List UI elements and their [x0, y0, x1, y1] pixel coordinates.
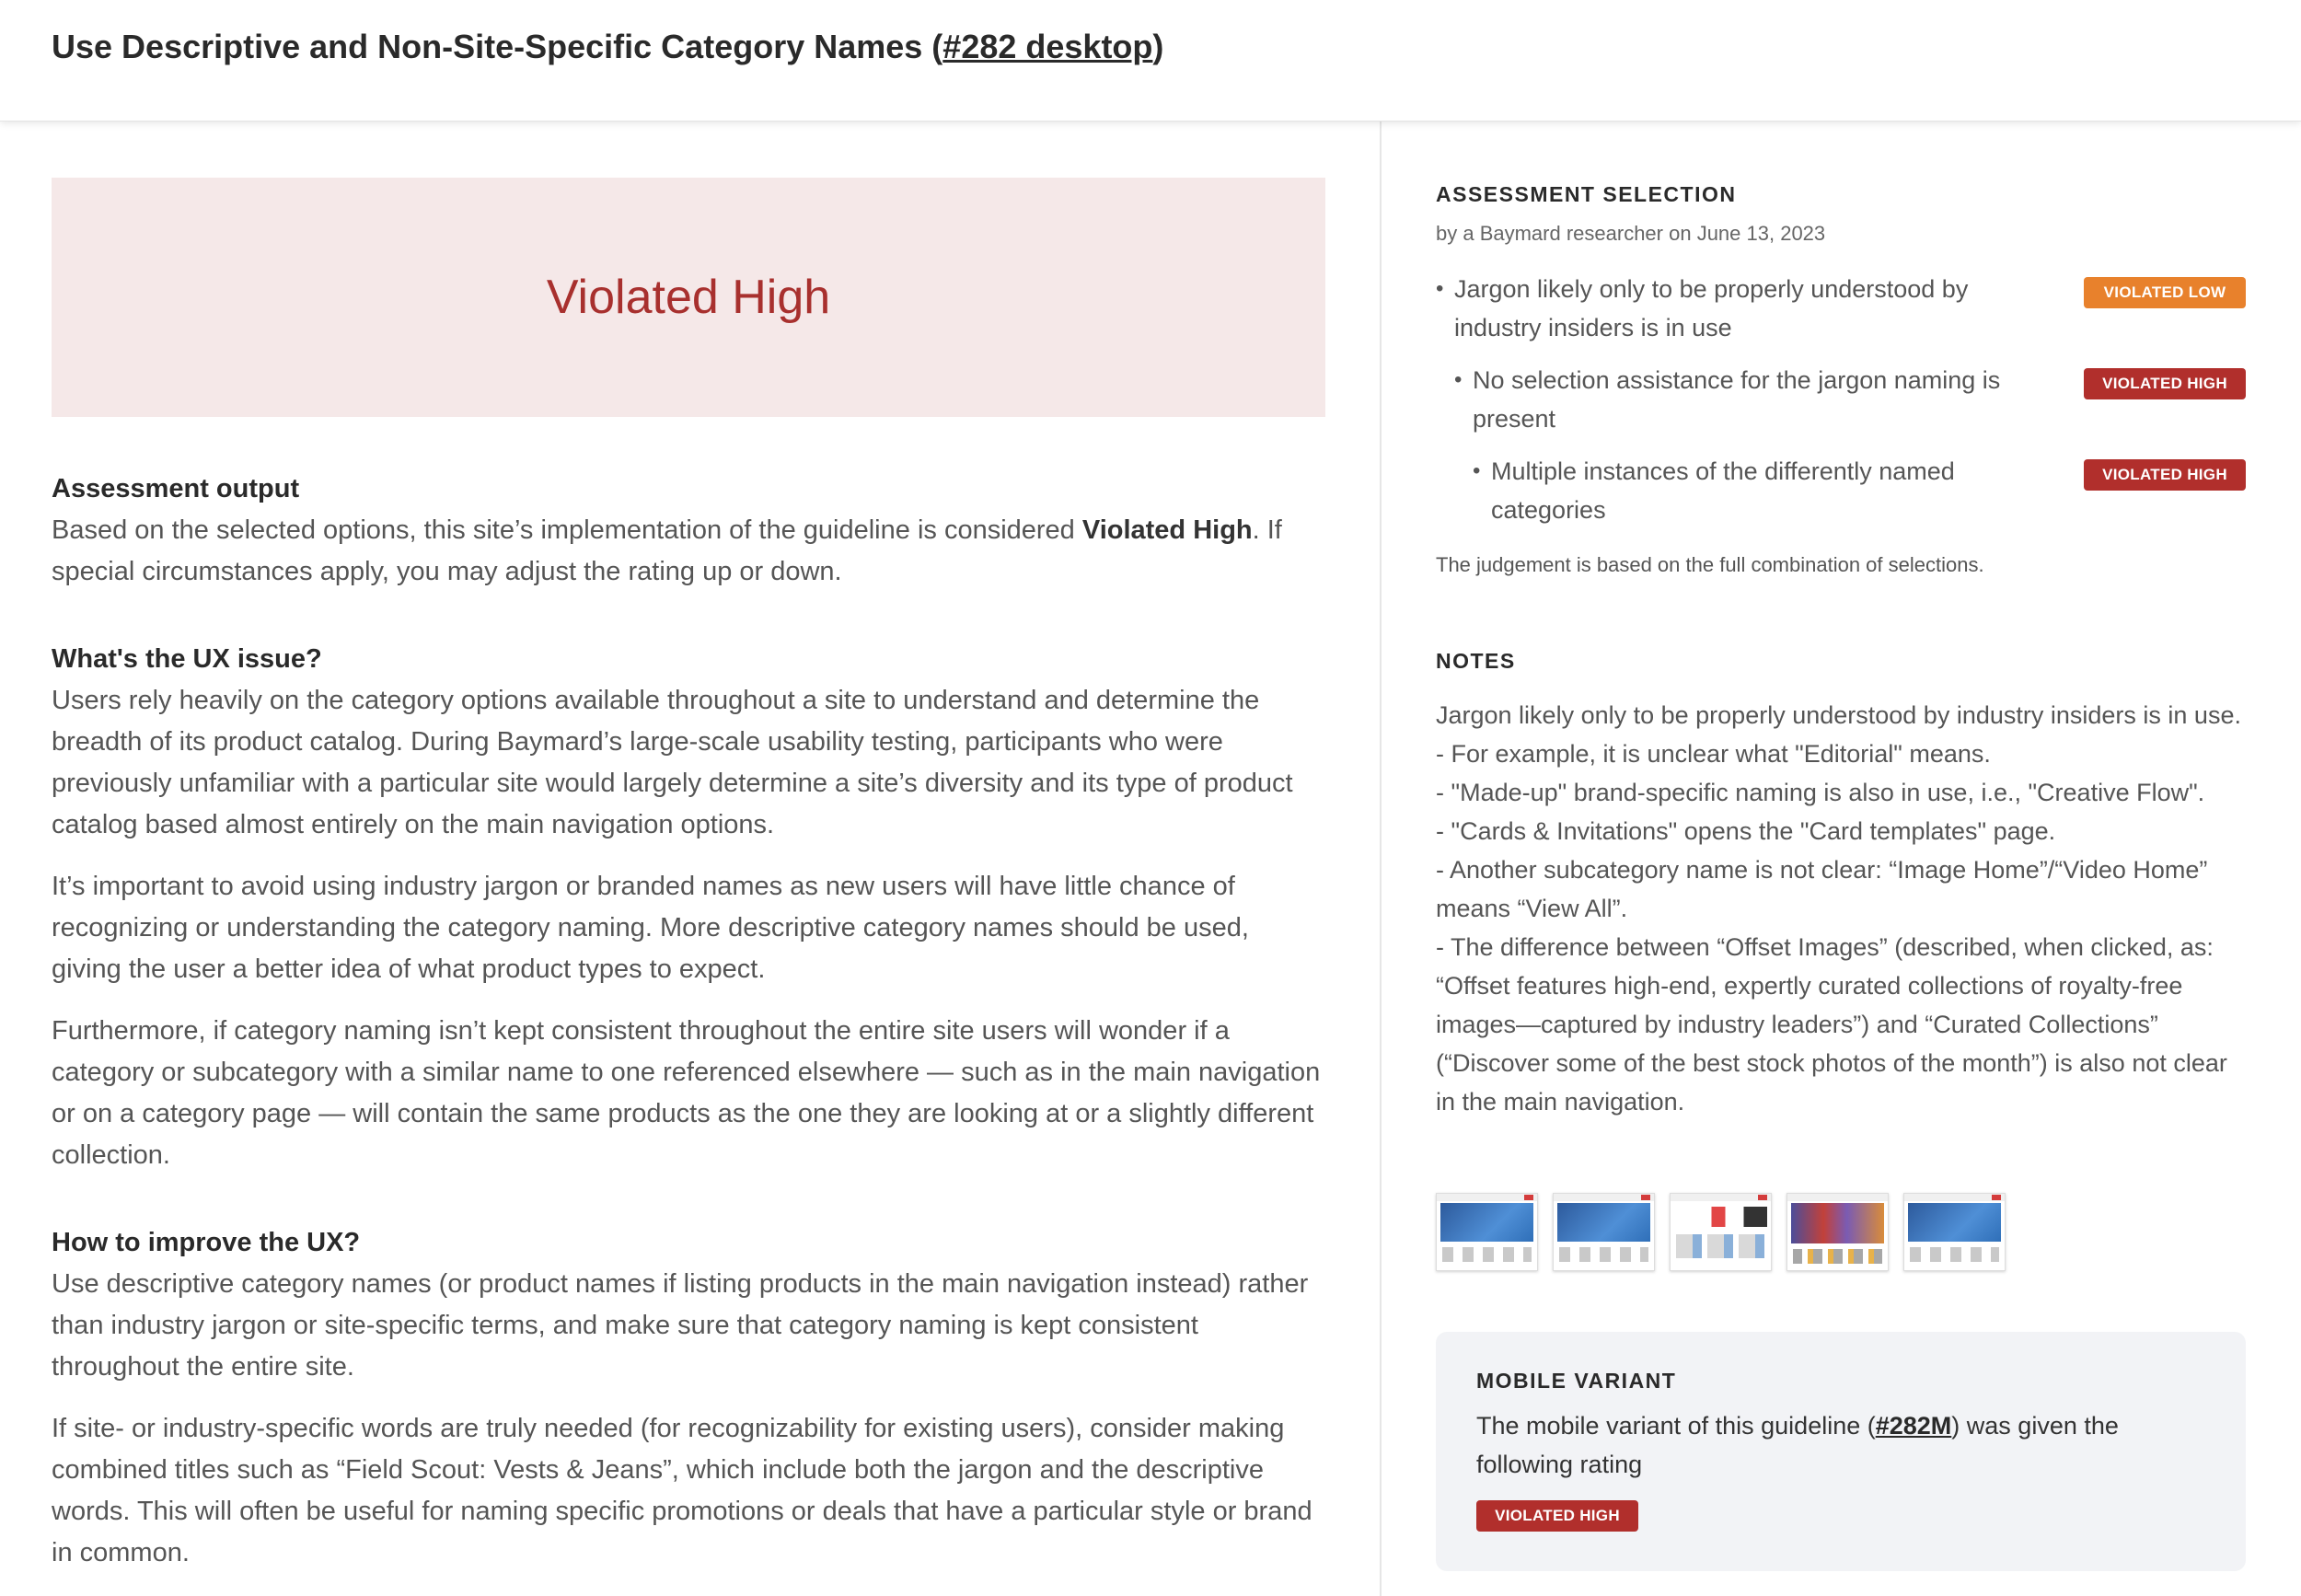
improve-heading: How to improve the UX?	[52, 1228, 361, 1257]
selection-list	[1436, 270, 2246, 529]
mobile-variant-heading: MOBILE VARIANT	[1476, 1369, 1677, 1393]
page-title: Use Descriptive and Non-Site-Specific Category Names (#282 desktop)	[52, 28, 1164, 65]
assessment-selection-heading: ASSESSMENT SELECTION	[1436, 182, 1737, 206]
sidebar	[1436, 182, 2246, 1571]
mobile-variant-text: The mobile variant of this guideline (#282M) was given the following rating	[1476, 1412, 2119, 1478]
judgement-note: The judgement is based on the full combination of selections.	[1436, 553, 1984, 576]
assessment-output-text: Based on the selected options, this site’s implementation of the guideline is considered Violated High. If special circumstances apply, you may adjust the rating up or down.	[52, 515, 1282, 586]
ux-issue-heading: What's the UX issue?	[52, 644, 322, 674]
improve-paragraph: Use descriptive category names (or product names if listing products in the main navigation instead) rather than industry jargon or site-specific terms, and make sure that category naming is kept consistent throughout the entire site.	[52, 1269, 1309, 1382]
screenshot-thumbnail[interactable]	[1436, 1193, 1538, 1271]
selection-text: • No selection assistance for the jargon naming is present	[1454, 361, 2025, 438]
selection-text: • Jargon likely only to be properly understood by industry insiders is in use	[1436, 270, 2025, 347]
ux-issue-paragraph: Users rely heavily on the category options available throughout a site to understand and determine the breadth of its product catalog. During Baymard’s large-scale usability testing, participants who were previously unfamiliar with a particular site would largely determine a site’s diversity and its type of product catalog based almost entirely on the main navigation options.	[52, 686, 1293, 839]
selection-item	[1436, 270, 2246, 347]
improve-section	[52, 1228, 1325, 1574]
screenshot-thumbnails	[1436, 1193, 2246, 1271]
rating-label: Violated High	[546, 271, 831, 324]
notes-heading: NOTES	[1436, 649, 1516, 673]
selection-item	[1436, 452, 2246, 529]
assessment-output-section	[52, 474, 1325, 593]
selection-item	[1436, 361, 2246, 438]
mobile-status-badge: VIOLATED HIGH	[1476, 1500, 1638, 1532]
main-content	[52, 178, 1325, 1574]
notes-text: Jargon likely only to be properly understood by industry insiders is in use. - For example, it is unclear what "Editorial" means. - "Made-up" brand-specific naming is also in use, i.e., "Creative Flow". - "Cards & Invitations" opens the "Card templates" page. - Another subcategory name is not clear: “Image Home”/“Video Home” means “View All”. - The difference between “Offset Images” (described, when clicked, as: “Offset features high-end, expertly curated collections of royalty-free images—captured by industry leaders”) and “Curated Collections” (“Discover some of the best stock photos of the month”) is also not clear in the main navigation.	[1436, 701, 2241, 1116]
status-badge: VIOLATED HIGH	[2084, 368, 2246, 399]
assessment-byline: by a Baymard researcher on June 13, 2023	[1436, 222, 1826, 245]
rating-banner	[52, 178, 1325, 417]
mobile-variant-card	[1436, 1332, 2246, 1571]
selection-text: • Multiple instances of the differently named categories	[1473, 452, 2025, 529]
guideline-link[interactable]: #282 desktop	[942, 28, 1153, 65]
page-header	[0, 0, 2301, 121]
ux-issue-paragraph: Furthermore, if category naming isn’t kept consistent throughout the entire site users will wonder if a category or subcategory with a similar name to one referenced elsewhere — such as in the main navigation or on a category page — will contain the same products as the one they are looking at or a slightly different collection.	[52, 1016, 1321, 1170]
status-badge: VIOLATED HIGH	[2084, 459, 2246, 491]
screenshot-thumbnail[interactable]	[1553, 1193, 1655, 1271]
screenshot-thumbnail[interactable]	[1786, 1193, 1889, 1271]
screenshot-thumbnail[interactable]	[1670, 1193, 1772, 1271]
column-divider	[1380, 121, 1382, 1596]
improve-paragraph: If site- or industry-specific words are truly needed (for recognizability for existing users), consider making combined titles such as “Field Scout: Vests & Jeans”, which include both the jargon and the descriptive words. This will often be useful for naming specific promotions or deals that have a particular style or brand in common.	[52, 1414, 1312, 1567]
assessment-output-heading: Assessment output	[52, 474, 300, 503]
screenshot-thumbnail[interactable]	[1903, 1193, 2006, 1271]
ux-issue-section	[52, 644, 1325, 1176]
status-badge: VIOLATED LOW	[2084, 277, 2246, 308]
mobile-guideline-link[interactable]: #282M	[1875, 1412, 1952, 1440]
ux-issue-paragraph: It’s important to avoid using industry jargon or branded names as new users will have little chance of recognizing or understanding the category naming. More descriptive category names should be used, giving the user a better idea of what product types to expect.	[52, 872, 1249, 984]
